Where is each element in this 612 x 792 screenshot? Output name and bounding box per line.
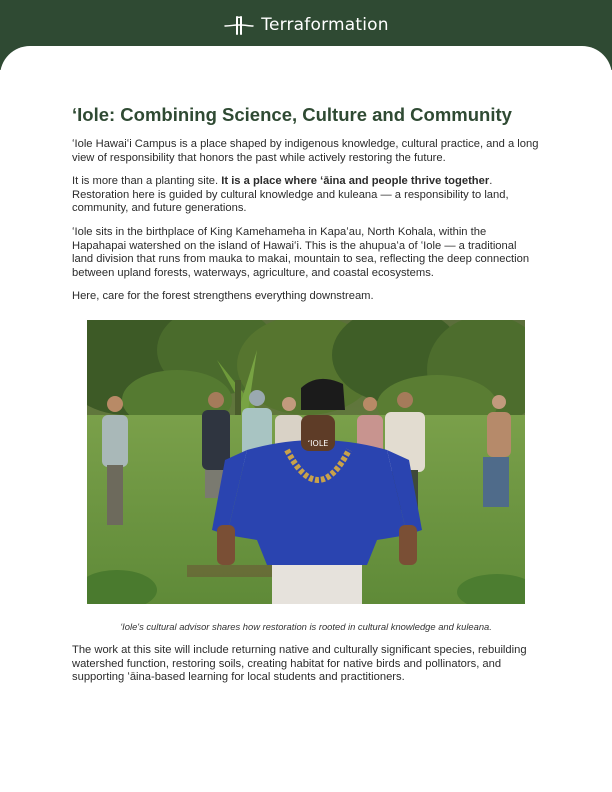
article-photo: [87, 320, 525, 604]
photo-caption: ʻIole's cultural advisor shares how restoration is rooted in cultural knowledge and kuleana.: [120, 621, 492, 632]
closing-section: [72, 644, 540, 695]
paragraph-planting-site: [72, 175, 540, 216]
paragraph-downstream: Here, care for the forest strengthens everything downstream.: [72, 290, 374, 303]
paragraph-planting-site-end: . Restoration here is guided by cultural knowledge and kuleana — a responsibility to land, community, and future generations.: [72, 175, 509, 215]
seedling-logo-icon: [223, 14, 255, 36]
paragraph-planting-site-start: It is more than a planting site.: [72, 175, 222, 188]
article-title: ʻIole: Combining Science, Culture and Community: [72, 104, 512, 125]
shirt-text: ʻIOLE: [307, 439, 329, 448]
header-curve: [0, 46, 612, 106]
paragraph-location: ʻIole sits in the birthplace of King Kamehameha in Kapaʻau, North Kohala, within the Hapahapai watershed on the island of Hawaiʻi. This is the ahupuaʻa of ʻIole — a traditional land division that runs from mauka to makai, mountain to sea, reflecting the deep connection between upland forests, waterways, agriculture, and coastal ecosystems.: [72, 225, 530, 279]
photo-illustration: [87, 320, 525, 604]
brand-logo: [0, 14, 612, 36]
paragraph-planting-site-emphasis: It is a place where ʻāina and people thrive together: [221, 175, 490, 188]
paragraph-intro: ʻIole Hawaiʻi Campus is a place shaped by indigenous knowledge, cultural practice, and a long view of responsibility that honors the past while actively restoring the future.: [72, 138, 539, 164]
brand-name: Terraformation: [261, 15, 389, 35]
paragraph-work-plan: The work at this site will include returning native and culturally significant species, rebuilding watershed function, restoring soils, creating habitat for native birds and pollinators, and supporting ʻāina-based learning for local students and practitioners.: [72, 644, 527, 684]
article-body: [72, 104, 540, 314]
